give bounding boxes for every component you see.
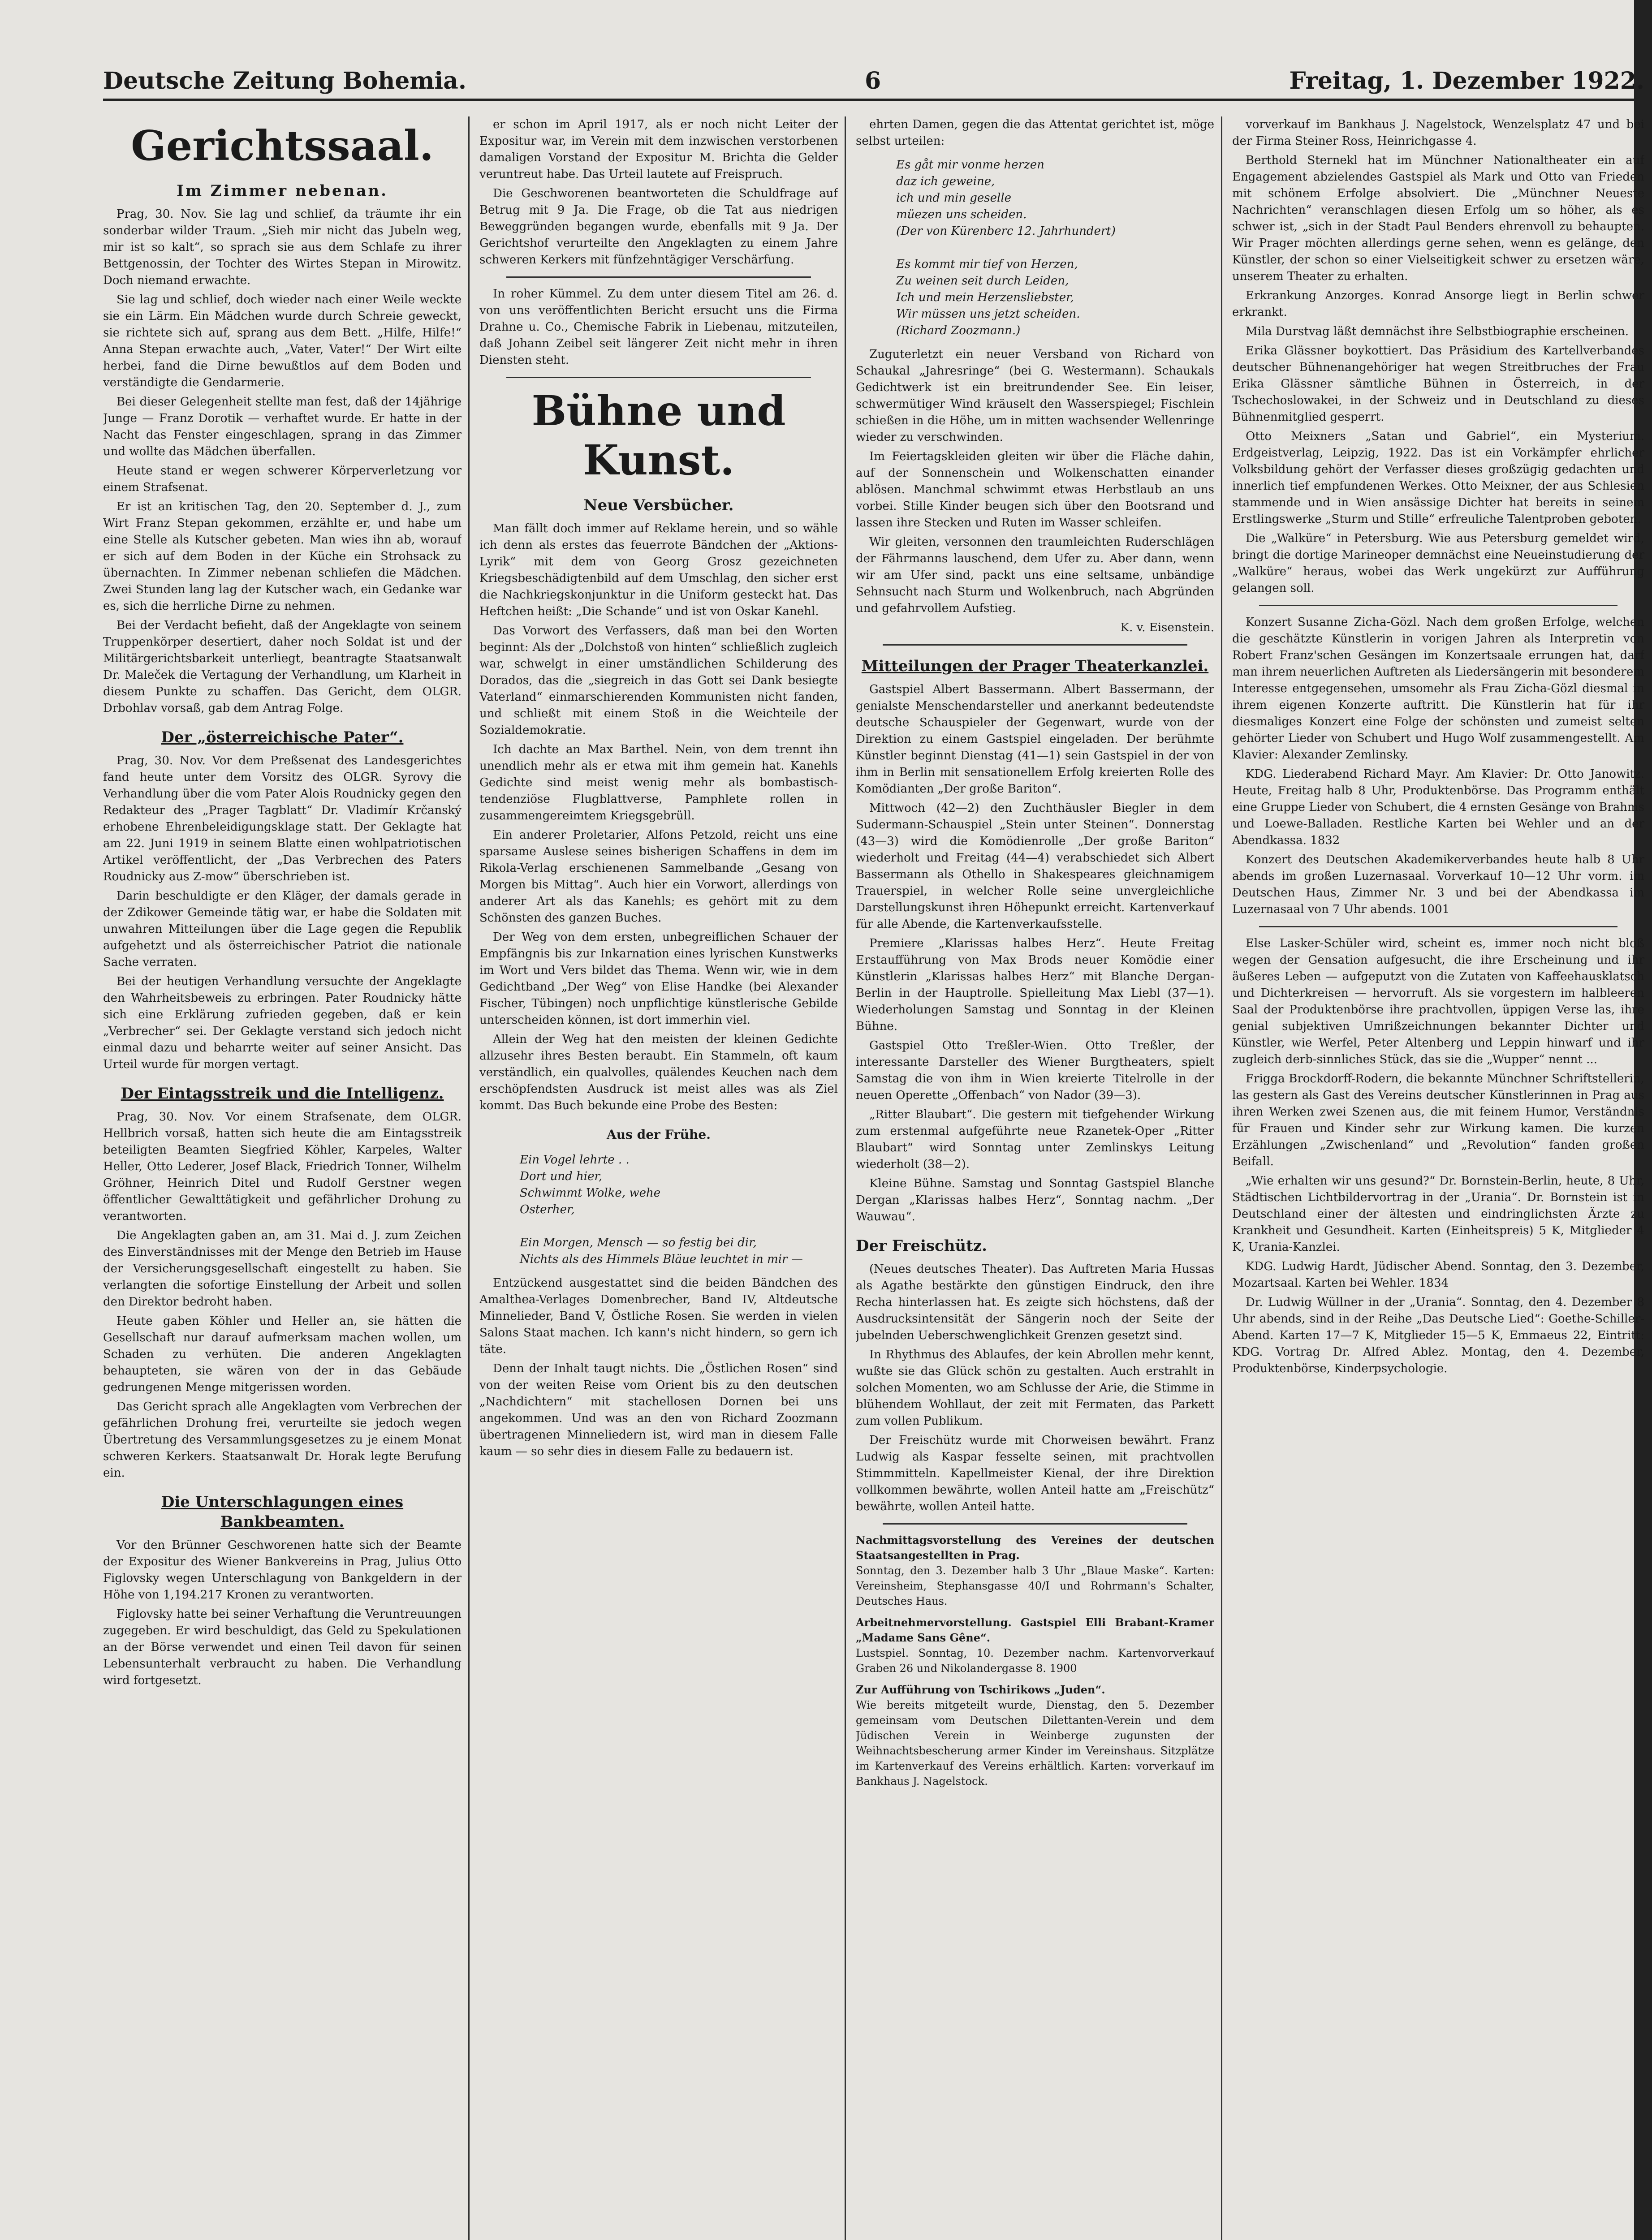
divider [1259, 926, 1617, 927]
poem-line: Es gåt mir vonme herzen [896, 158, 1044, 172]
article-heading: Der „österreichische Pater“. [161, 728, 404, 746]
article-paragraph: Else Lasker-Schüler wird, scheint es, immer noch nicht bloß wegen der Gensation aufgesucht, die ihre Erscheinung und ihr äußeres Leben — aufgeputzt von die Zutaten von Kaffeehausklatsch und Dichterkreisen — hervorruft. Als sie vorgestern im halbleeren Saal der Produktenbörse ihre prachtvollen, üppigen Verse las, ihre genial subjektiven Umrißzeichnungen bekannter Dichter und Künstler, wie Werfel, Peter Altenberg und Leppin hinwarf und ihr zugleich derb-sinnliches Stück, das sie die „Wupper“ nennt ... [1232, 937, 1644, 1066]
poem-line: Ein Vogel lehrte . . [520, 1153, 630, 1167]
poem-line [520, 1218, 838, 1235]
article-paragraph: Erkrankung Anzorges. Konrad Ansorge liegt in Berlin schwer erkrankt. [1232, 289, 1644, 319]
poem-line [896, 240, 1214, 256]
article-paragraph: Figlovsky hatte bei seiner Verhaftung die Veruntreuungen zugegeben. Er wird beschuldigt, das Geld zu Spekulationen an der Börse verwendet und einen Teil davon für seinen Lebensunterhalt verbraucht zu haben. Die Verhandlung wird fortgesetzt. [103, 1607, 462, 1687]
article-heading: Neue Versbücher. [583, 496, 734, 514]
article-paragraph: Berthold Sternekl hat im Münchner Nationaltheater ein auf Engagement abzielendes Gastspiel als Mark und Otto van Frieden mit schönem Erfolge absolviert. Die „Münchner Neueste Nachrichten“ veranschlagen diesen Erfolg um so höher, als es schwer ist, „sich in der Stadt Paul Benders ehrenvoll zu behaupten. Wir Prager möchten allerdings gerne sehen, wenn es gelänge, den Künstler, der schon so einer Vielseitigkeit schwer zu ersetzen wäre, unserem Theater zu erhalten. [1232, 154, 1644, 283]
article-paragraph: Bei dieser Gelegenheit stellte man fest, daß der 14jährige Junge — Franz Dorotik — verhaftet wurde. Er hatte in der Nacht das Fenster eingeschlagen, sprang in das Zimmer und wollte das Mädchen überfallen. [103, 395, 462, 458]
announcement-title: Nachmittagsvorstellung des Vereines der deutschen Staatsangestellten in Prag. [856, 1534, 1214, 1562]
article-paragraph: Dr. Ludwig Wüllner in der „Urania“. Sonntag, den 4. Dezember 8 Uhr abends, sind in der Reihe „Das Deutsche Lied“: Goethe-Schiller-Abend. Karten 17—7 K, Mitglieder 15—5 K, Emmaeus 22, Eintritt: KDG. Vortrag Dr. Alfred Ablez. Montag, den 4. Dezember, Produktenbörse, Kinderpsychologie. [1232, 1296, 1644, 1375]
poem [520, 1152, 838, 1268]
article-heading: Der Eintagsstreik und die Intelligenz. [121, 1085, 444, 1103]
article-paragraph: Die „Walküre“ in Petersburg. Wie aus Petersburg gemeldet wird, bringt die dortige Marineoper demnächst eine Neueinstudierung der „Walküre“ heraus, wobei das Werk ungekürzt zur Aufführung gelangen soll. [1232, 532, 1644, 595]
article-heading: Im Zimmer nebenan. [177, 182, 388, 200]
article-paragraph: Otto Meixners „Satan und Gabriel“, ein Mysterium. Erdgeistverlag, Leipzig, 1922. Das ist ein Vorkämpfer ehrlicher Volksbildung gehört der Verfasser dieses großzügig gedachten und innerlich tief empfundenen Werkes. Otto Meixner, der aus Schlesien stammende und in Wien ansässige Dichter hat bereits in seinem Erstlingswerke „Sturm und Stille“ erfreuliche Talentproben geboten. [1232, 430, 1644, 526]
article-heading: Die Unterschlagungen eines Bankbeamten. [161, 1493, 404, 1531]
article-paragraph: Konzert Susanne Zicha-Gözl. Nach dem großen Erfolge, welchen die geschätzte Künstlerin in vorigen Jahren als Interpretin von Robert Franz'schen Gesängen im Konzertsaale errungen hat, darf man ihrem neuerlichen Auftreten als Liedersängerin mit besonderem Interesse entgegensehen, umsomehr als Frau Zicha-Gözl diesmal in ihrem eigenen Konzerte auftritt. Die Künstlerin hat für ihr diesmaliges Konzert eine Folge der schönsten und zumeist selten gehörter Lieder von Schubert und Hugo Wolf zusammengestellt. Am Klavier: Alexander Zemlinsky. [1232, 616, 1644, 762]
poem-line: Ein Morgen, Mensch — so festig bei dir, [520, 1236, 757, 1249]
article-paragraph: Heute gaben Köhler und Heller an, sie hätten die Gesellschaft nur darauf aufmerksam machen wollen, um Schaden zu verhüten. Die anderen Angeklagten behaupteten, sie wären von der in das Gebäude gedrungenen Menge mitgerissen worden. [103, 1314, 462, 1394]
article-paragraph: Konzert des Deutschen Akademikerverbandes heute halb 8 Uhr abends im großen Luzernasaal. Vorverkauf 10—12 Uhr vorm. im Deutschen Haus, Zimmer Nr. 3 und bei der Abendkassa im Luzernasaal von 7 Uhr abends. 1001 [1232, 853, 1644, 916]
column-4 [1232, 116, 1644, 2240]
article-paragraph: Die Geschworenen beantworteten die Schuldfrage auf Betrug mit 9 Ja. Die Frage, ob die Tat aus niedrigen Beweggründen begangen wurde, ebenfalls mit 9 Ja. Der Gerichtshof verurteilte den Angeklagten zu einem Jahre schweren Kerkers mit fünfzehntägiger Verschärfung. [479, 187, 838, 267]
divider [883, 644, 1187, 646]
column-divider [1221, 116, 1222, 2240]
announcement-text: Sonntag, den 3. Dezember halb 3 Uhr „Blaue Maske“. Karten: Vereinsheim, Stephansgasse 40/I und Rohrmann's Schalter, Deutsches Haus. [856, 1564, 1214, 1607]
article-paragraph: Mila Durstvag läßt demnächst ihre Selbstbiographie erscheinen. [1246, 325, 1629, 338]
poem-line: Wir müssen uns jetzt scheiden. [896, 307, 1080, 321]
article-paragraph: Er ist an kritischen Tag, den 20. September d. J., zum Wirt Franz Stepan gekommen, erzählte er, und habe um eine Stelle als Kutscher gebeten. Man wies ihn ab, worauf er sich auf dem Boden in der Küche ein Strohsack zu übernachten. In Zimmer nebenan schliefen die Mädchen. Zwei Stunden lang lag der Kutscher wach, ein Gedanke war es, sich die herrliche Dirne zu nehmen. [103, 500, 462, 613]
announcement-text: Lustspiel. Sonntag, 10. Dezember nachm. Kartenvorverkauf Graben 26 und Nikolandergasse 8. 1900 [856, 1647, 1214, 1675]
announcement [856, 1615, 1214, 1676]
article-paragraph: Vor den Brünner Geschworenen hatte sich der Beamte der Expositur des Wiener Bankvereins in Prag, Julius Otto Figlovsky wegen Unterschlagung von Bankgeldern in der Höhe von 1,194.217 Kronen zu verantworten. [103, 1538, 462, 1602]
article-paragraph: Premiere „Klarissas halbes Herz“. Heute Freitag Erstaufführung von Max Brods neuer Komödie einer Künstlerin „Klarissas halbes Herz“ mit Blanche Dergan-Berlin in der Hauptrolle. Spielleitung Max Liebl (37—1). Wiederholungen Samstag und Sonntag in der Kleinen Bühne. [856, 937, 1214, 1033]
article-paragraph: Kleine Bühne. Samstag und Sonntag Gastspiel Blanche Dergan „Klarissas halbes Herz“, Sonntag nachm. „Der Wauwau“. [856, 1177, 1214, 1223]
poem-line: Schwimmt Wolke, wehe [520, 1186, 661, 1200]
divider [883, 1523, 1187, 1525]
announcement-title: Arbeitnehmervorstellung. Gastspiel Elli Brabant-Kramer „Madame Sans Gêne“. [856, 1616, 1214, 1644]
poem-line: Nichts als des Himmels Bläue leuchtet in mir — [520, 1253, 803, 1266]
announcement-text: Wie bereits mitgeteilt wurde, Dienstag, den 5. Dezember gemeinsam vom Deutschen Dilettanten-Verein und dem Jüdischen Verein in Weinberge zugunsten der Weihnachtsbescherung armer Kinder im Vereinshaus. Sitzplätze im Kartenverkauf des Vereins erhältlich. Karten: vorverkauf im Bankhaus J. Nagelstock. [856, 1699, 1214, 1788]
section-title-court: Gerichtssaal. [131, 121, 434, 170]
article-paragraph: Der Freischütz wurde mit Chorweisen bewährt. Franz Ludwig als Kaspar fesselte seinen, mit prachtvollen Stimmmitteln. Kapellmeister Kienal, der ihre Direktion vollkommen bewährte, wollen Anteil hatte am „Freischütz“ bewährte, wollen Anteil hatte. [856, 1434, 1214, 1513]
poem-line: Dort und hier, [520, 1170, 603, 1183]
article-paragraph: Zuguterletzt ein neuer Versband von Richard von Schaukal „Jahresringe“ (bei G. Westermann). Schaukals Gedichtwerk ist ein breitrundender See. Ein leiser, schwermütiger Wind kräuselt den Wasserspiegel; Fischlein schießen in die Höhe, um in mitten wachsender Wellenringe wieder zu verschwinden. [856, 348, 1214, 444]
article-paragraph: Allein der Weg hat den meisten der kleinen Gedichte allzusehr ihres Besten beraubt. Ein Stammeln, oft kaum verständlich, ein qualvolles, quälendes Keuchen nach dem erschöpfendsten Ausdruck ist meist alles was als Ziel kommt. Das Buch bekunde eine Probe des Besten: [479, 1033, 838, 1112]
divider [1259, 605, 1617, 606]
article-paragraph: Prag, 30. Nov. Vor einem Strafsenate, dem OLGR. Hellbrich vorsaß, hatten sich heute die am Eintagsstreik beteiligten Beamten Siegfried Köhler, Karpeles, Walter Heller, Otto Lederer, Josef Black, Friedrich Tonner, Wilhelm Gröhner, Heinrich Ditel und Rudolf Gerstner wegen öffentlicher Gewalttätigkeit und gefährlicher Drohung zu verantworten. [103, 1110, 462, 1223]
article-paragraph: Heute stand er wegen schwerer Körperverletzung vor einem Strafsenat. [103, 464, 462, 494]
poem-line: (Der von Kürenberc 12. Jahrhundert) [896, 224, 1116, 238]
article-paragraph: Die Angeklagten gaben an, am 31. Mai d. J. zum Zeichen des Einverständnisses mit der Menge den Betrieb im Hause der Versicherungsgesellschaft eingestellt zu haben. Sie verlangten die sofortige Einstellung der Arbeit und sollen den Direktor bedroht haben. [103, 1229, 462, 1309]
poem-line: Osterher, [520, 1203, 575, 1216]
announcement [856, 1682, 1214, 1789]
divider [506, 377, 811, 378]
article-paragraph: er schon im April 1917, als er noch nicht Leiter der Expositur war, im Verein mit dem inzwischen verstorbenen damaligen Vorstand der Expositur M. Brichta die Gelder veruntreut habe. Das Urteil lautete auf Freispruch. [479, 118, 838, 181]
article-paragraph: KDG. Liederabend Richard Mayr. Am Klavier: Dr. Otto Janowitz. Heute, Freitag halb 8 Uhr, Produktenbörse. Das Programm enthält eine Gruppe Lieder von Schubert, die 4 ernsten Gesänge von Brahms und Loewe-Balladen. Restliche Karten bei Wehler und an der Abendkassa. 1832 [1232, 767, 1644, 847]
article-paragraph: Erika Glässner boykottiert. Das Präsidium des Kartellverbandes deutscher Bühnenangehöriger hat wegen Streitbruches der Frau Erika Glässner sämtliche Bühnen in Österreich, in der Tschechoslowakei, in der Schweiz und in Deutschland zu dieses Bühnenmitglied gesperrt. [1232, 344, 1644, 424]
article-paragraph: Der Weg von dem ersten, unbegreiflichen Schauer der Empfängnis bis zur Inkarnation eines lyrischen Kunstwerks im Wort und Vers bildet das Thema. Wenn wir, wie in dem Gedichtband „Der Weg“ von Elise Handke (bei Alexander Fischer, Tübingen) noch unpflichtige künstlerische Gebilde unterscheiden können, ist dort immerhin viel. [479, 930, 838, 1027]
article-paragraph: (Neues deutsches Theater). Das Auftreten Maria Hussas als Agathe bestärkte den günstigen Eindruck, den ihre Recha hinterlassen hat. Es zeigte sich höchstens, daß der Ausdrucksintensität der Sängerin noch der Seite der jubelnden Ueberschwenglichkeit Grenzen gesetzt sind. [856, 1262, 1214, 1342]
article-paragraph: Gastspiel Otto Treßler-Wien. Otto Treßler, der interessante Darsteller des Wiener Burgtheaters, spielt Samstag die von ihm in Wien kreierte Titelrolle in der neuen Operette „Offenbach“ von Nador (39—3). [856, 1039, 1214, 1102]
column-2 [479, 116, 838, 2240]
article-paragraph: vorverkauf im Bankhaus J. Nagelstock, Wenzelsplatz 47 und bei der Firma Steiner Ross, Heinrichgasse 4. [1232, 118, 1644, 148]
article-paragraph: KDG. Ludwig Hardt, Jüdischer Abend. Sonntag, den 3. Dezember, Mozartsaal. Karten bei Wehler. 1834 [1232, 1260, 1644, 1290]
section-title-stage-art: Bühne und Kunst. [531, 387, 786, 484]
article-paragraph: In roher Kümmel. Zu dem unter diesem Titel am 26. d. von uns veröffentlichten Bericht ersucht uns die Firma Drahne u. Co., Chemische Fabrik in Liebenau, mitzuteilen, daß Johann Zeibel seit längerer Zeit nicht mehr in ihren Diensten steht. [479, 287, 838, 367]
poem-line: Es kommt mir tief von Herzen, [896, 258, 1078, 271]
column-divider [845, 116, 846, 2240]
poem-line: (Richard Zoozmann.) [896, 324, 1021, 337]
article-paragraph: ehrten Damen, gegen die das Attentat gerichtet ist, möge selbst urteilen: [856, 118, 1214, 148]
announcement [856, 1533, 1214, 1609]
article-paragraph: Prag, 30. Nov. Sie lag und schlief, da träumte ihr ein sonderbar wilder Traum. „Sieh mir nicht das Jubeln weg, mir ist so kalt“, so sprach sie aus dem Schlafe zu ihrer Bettgenossin, der Tochter des Wirtes Stepan in Mirowitz. Doch niemand erwachte. [103, 207, 462, 287]
article-paragraph: Wir gleiten, versonnen den traumleichten Ruderschlägen der Fährmanns lauschend, dem Ufer zu. Aber dann, wenn wir am Ufer sind, packt uns eine seltsame, unbändige Sehnsucht nach Sturm und Wolkenbruch, nach Abgründen und gefahrvollem Aufstieg. [856, 535, 1214, 615]
article-paragraph: Im Feiertagskleiden gleiten wir über die Fläche dahin, auf der Sonnenschein und Wolkenschatten einander ablösen. Manchmal schwimmt etwas Herbstlaub an uns vorbei. Stille Kinder beugen sich über den Bootsrand und lassen ihre Stecken und Ruten im Wasser schleifen. [856, 450, 1214, 530]
article-paragraph: Bei der heutigen Verhandlung versuchte der Angeklagte den Wahrheitsbeweis zu erbringen. Pater Roudnicky hätte sich eine Erklärung zufrieden gegeben, daß er kein „Verbrecher“ sei. Der Geklagte verstand sich jedoch nicht einmal dazu und beharrte weiter auf seiner Ansicht. Das Urteil wurde für morgen vertagt. [103, 975, 462, 1071]
issue-date: Freitag, 1. Dezember 1922. [1289, 67, 1644, 95]
poem-line: daz ich geweine, [896, 175, 995, 188]
announcement-title: Zur Aufführung von Tschirikows „Juden“. [856, 1683, 1105, 1696]
page-header [103, 58, 1644, 101]
article-paragraph: Prag, 30. Nov. Vor dem Preßsenat des Landesgerichtes fand heute unter dem Vorsitz des OLGR. Syrovy die Verhandlung über die vom Pater Alois Roudnicky gegen den Redakteur des „Prager Tagblatt“ Dr. Vladimír Krčanský erhobene Ehrenbeleidigungsklage statt. Der Geklagte hat am 22. Juni 1919 in seinem Blatte einen wohlpatriotischen Artikel veröffentlicht, der „Das Verbrechen des Paters Roudnicky aus Z-mow“ überschrieben ist. [103, 754, 462, 883]
poem-line: ich und min geselle [896, 191, 1012, 205]
article-paragraph: Ich dachte an Max Barthel. Nein, von dem trennt ihn unendlich mehr als er etwa mit ihm gemein hat. Kanehls Gedichte sind meist wenig mehr als bombastisch-tendenziöse Flugblattverse, Pamphlete rollen in zusammengereimtem Kriegsgebrüll. [479, 743, 838, 823]
article-paragraph: In Rhythmus des Ablaufes, der kein Abrollen mehr kennt, wußte sie das Glück schön zu gestalten. Auch erstrahlt in solchen Momenten, wo am Schlusse der Arie, die Stimme in blühendem Wohllaut, der zeit mit Fermaten, das Parkett zum vollen Publikum. [856, 1348, 1214, 1428]
article-paragraph: Entzückend ausgestattet sind die beiden Bändchen des Amalthea-Verlages Domenbrecher, Band IV, Altdeutsche Minnelieder, Band V, Östliche Rosen. Sie werden in vielen Salons Staat machen. Ich kann's nicht hindern, so gern ich täte. [479, 1276, 838, 1356]
article-paragraph: Denn der Inhalt taugt nichts. Die „Östlichen Rosen“ sind von der weiten Reise vom Orient bis zu den deutschen „Nachdichtern“ mit stachellosen Dornen bei uns angekommen. Und was an den von Richard Zoozmann übertragenen Minneliedern ist, wird man in diesem Falle kaum — so sehr dies in diesem Falle zu bedauern ist. [479, 1362, 838, 1458]
masthead-name: Deutsche Zeitung Bohemia. [103, 67, 466, 95]
article-paragraph: „Wie erhalten wir uns gesund?“ Dr. Bornstein-Berlin, heute, 8 Uhr, Städtischen Lichtbildervortrag in der „Urania“. Dr. Bornstein ist in Deutschland einer der ältesten und eindringlichsten Ärzte zu Krankheit und Gesundheit. Karten (Einheitspreis) 5 K, Mitglieder 4 K, Urania-Kanzlei. [1232, 1174, 1644, 1254]
article-heading: Der Freischütz. [856, 1237, 988, 1255]
poem-line: müezen uns scheiden. [896, 208, 1027, 221]
poem-line: Ich und mein Herzensliebster, [896, 291, 1074, 304]
poem [896, 157, 1214, 339]
article-paragraph: Das Gericht sprach alle Angeklagten vom Verbrechen der gefährlichen Drohung frei, verurteilte sie jedoch wegen Übertretung des Versammlungsgesetzes zu je einem Monat schweren Kerkers. Staatsanwalt Dr. Horak legte Berufung ein. [103, 1400, 462, 1480]
article-paragraph: Gastspiel Albert Bassermann. Albert Bassermann, der genialste Menschendarsteller und anerkannt bedeutendste deutsche Schauspieler der Gegenwart, wurde von der Direktion zu einem Gastspiel eingeladen. Der berühmte Künstler beginnt Dienstag (41—1) sein Gastspiel in der von ihm in Berlin mit sensationellem Erfolg kreierten Rolle des Komödianten „Der große Bariton“. [856, 683, 1214, 796]
divider [506, 276, 811, 278]
column-3 [856, 116, 1214, 2240]
article-paragraph: Ein anderer Proletarier, Alfons Petzold, reicht uns eine sparsame Auslese seines bisherigen Schaffens in dem im Rikola-Verlag erschienenen Sammelbande „Gesang von Morgen bis Mittag“. Auch hier ein Vorwort, allerdings von anderer Art als das Kanehls; es gehört mit zu dem Schönsten des ganzen Buches. [479, 828, 838, 925]
column-1 [103, 116, 462, 2240]
article-paragraph: Darin beschuldigte er den Kläger, der damals gerade in der Zdikower Gemeinde tätig war, er habe die Soldaten mit unwahren Mitteilungen über die Lage gegen die Republik aufgehetzt und als österreichischer Patriot die nationale Sache verraten. [103, 889, 462, 969]
column-divider [468, 116, 470, 2240]
author-signature: K. v. Eisenstein. [1120, 621, 1214, 634]
article-paragraph: „Ritter Blaubart“. Die gestern mit tiefgehender Wirkung zum erstenmal aufgeführte neue Rzanetek-Oper „Ritter Blaubart“ wird Sonntag unter Zemlinskys Leitung wiederholt (38—2). [856, 1108, 1214, 1171]
page-number: 6 [865, 67, 881, 95]
poem-title: Aus der Frühe. [607, 1127, 711, 1142]
article-paragraph: Das Vorwort des Verfassers, daß man bei den Worten beginnt: Als der „Dolchstoß von hinten“ schließlich zugleich war, schwelgt in einer umständlichen Schilderung des Dorados, das die „siegreich in das Gott sei Dank besiegte Vaterland“ einmarschierenden Kommunisten nicht fanden, und schließt mit einem Stoß in die Weichteile der Sozialdemokratie. [479, 624, 838, 737]
poem-line: Zu weinen seit durch Leiden, [896, 274, 1069, 288]
article-paragraph: Sie lag und schlief, doch wieder nach einer Weile weckte sie ein Lärm. Ein Mädchen wurde durch Schreie geweckt, sie richtete sich auf, sprang aus dem Bett. „Hilfe, Hilfe!“ Anna Stepan erwachte auch, „Vater, Vater!“ Der Wirt eilte herbei, fand die Dirne bewußtlos auf dem Boden und verständigte die Gendarmerie. [103, 293, 462, 389]
article-paragraph: Mittwoch (42—2) den Zuchthäusler Biegler in dem Sudermann-Schauspiel „Stein unter Steinen“. Donnerstag (43—3) wird die Komödienrolle „Der große Bariton“ wiederholt und Freitag (44—4) verabschiedet sich Albert Bassermann als Othello in Shakespeares gleichnamigem Trauerspiel, in welcher Rolle seine unvergleichliche Darstellungskunst ihren Höhepunkt erreicht. Kartenverkauf für alle Abende, die Kartenverkaufsstelle. [856, 801, 1214, 931]
article-paragraph: Man fällt doch immer auf Reklame herein, und so wähle ich denn als erstes das feuerrote Bändchen der „Aktions-Lyrik“ mit dem von Georg Grosz gezeichneten Kriegsbeschädigtenbild auf dem Umschlag, den sicher erst die Nachkriegskonjunktur in die Uniform gesteckt hat. Das Heftchen heißt: „Die Schande“ und ist von Oskar Kanehl. [479, 522, 838, 618]
article-heading: Mitteilungen der Prager Theaterkanzlei. [861, 657, 1209, 675]
article-paragraph: Bei der Verdacht befieht, daß der Angeklagte von seinem Truppenkörper desertiert, daher noch Soldat ist und der Militärgerichtsbarkeit unterliegt, beantragte Staatsanwalt Dr. Maleček die Vertagung der Verhandlung, um Klarheit in diesem Punkte zu schaffen. Das Gericht, dem OLGR. Drbohlav vorsaß, gab dem Antrag Folge. [103, 619, 462, 715]
article-paragraph: Frigga Brockdorff-Rodern, die bekannte Münchner Schriftstellerin, las gestern als Gast des Vereins deutscher Künstlerinnen in Prag aus ihren Werken zwei Szenen aus, die mit feinem Humor, Verständnis für Frauen und Kinder sehr zur Wirkung kamen. Die kurzen Erzählungen „Zwischenland“ und „Revolution“ fanden großen Beifall. [1232, 1072, 1644, 1168]
